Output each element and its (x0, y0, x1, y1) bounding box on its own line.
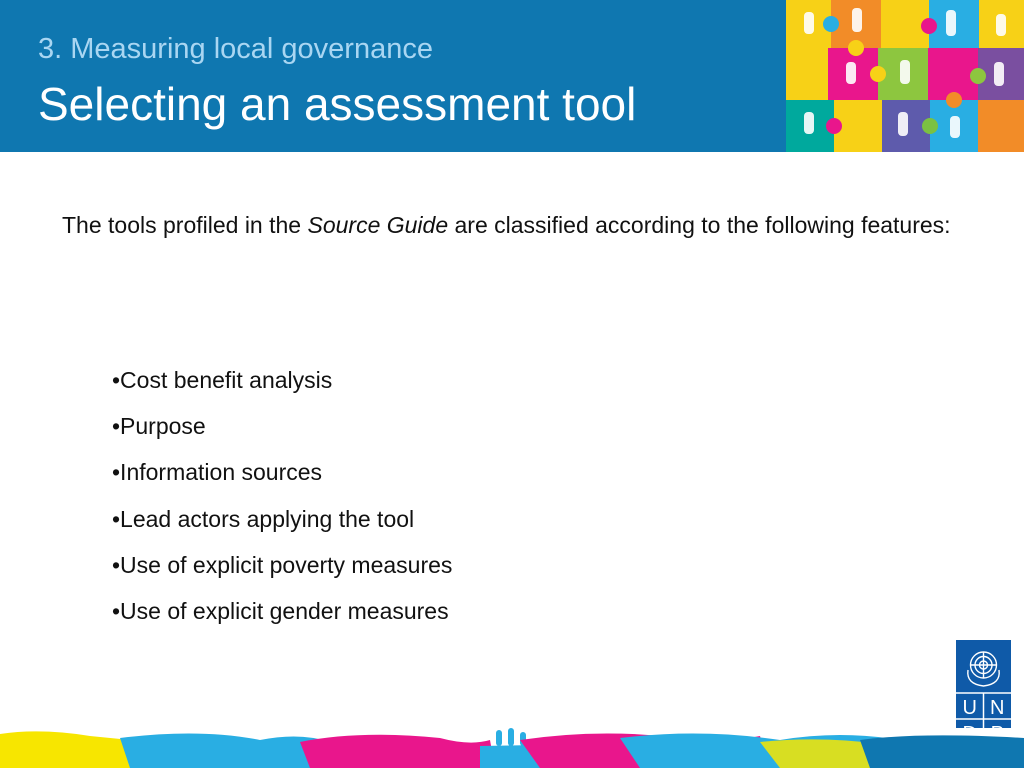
slide-subtitle: 3. Measuring local governance (38, 33, 433, 65)
list-item: •Use of explicit poverty measures (112, 551, 453, 578)
list-item: •Use of explicit gender measures (112, 597, 449, 624)
list-item: •Cost benefit analysis (112, 367, 333, 393)
intro-text-start: The tools profiled in the (62, 212, 308, 238)
logo-letter-u: U (962, 697, 977, 719)
list-item: •Information sources (112, 459, 323, 486)
list-item: •Lead actors applying the tool (112, 505, 415, 532)
slide-title: Selecting an assessment tool (38, 78, 637, 130)
feature-list (112, 366, 452, 643)
list-item: •Purpose (112, 413, 206, 440)
color-splash-footer (0, 728, 1024, 768)
source-guide-title: Source Guide (307, 212, 449, 238)
logo-letter-n: N (990, 697, 1005, 719)
intro-text-end: are classified according to the following features: (448, 212, 951, 238)
slide-header (0, 0, 1024, 152)
puzzle-hands-collage-image (786, 0, 1024, 152)
intro-paragraph (62, 211, 962, 240)
